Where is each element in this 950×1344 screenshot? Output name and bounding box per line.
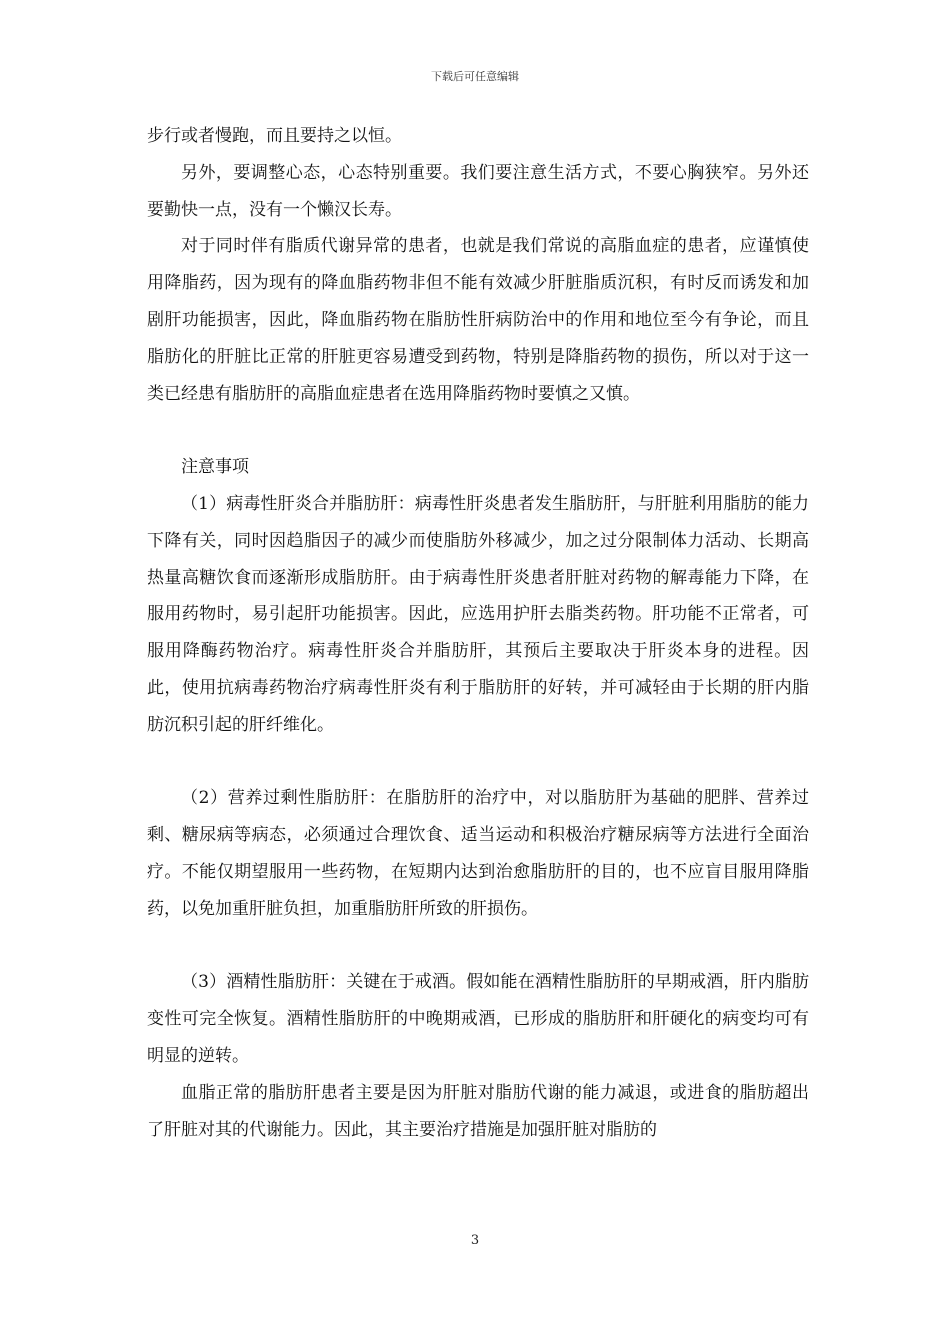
paragraph: （3）酒精性脂肪肝：关键在于戒酒。假如能在酒精性脂肪肝的早期戒酒，肝内脂肪变性可完全恢复。酒精性脂肪肝的中晚期戒酒，已形成的脂肪肝和肝硬化的病变均可有明显的逆转。 [147,972,809,1066]
paragraph: 另外，要调整心态，心态特别重要。我们要注意生活方式，不要心胸狭窄。另外还要勤快一点，没有一个懒汉长寿。 [147,162,809,220]
paragraph: 对于同时伴有脂质代谢异常的患者，也就是我们常说的高脂血症的患者，应谨慎使用降脂药，因为现有的降血脂药物非但不能有效减少肝脏脂质沉积，有时反而诱发和加剧肝功能损害，因此，降血脂药物在脂肪性肝病防治中的作用和地位至今有争论，而且脂肪化的肝脏比正常的肝脏更容易遭受到药物，特别是降脂药物的损伤，所以对于这一类已经患有脂肪肝的高脂血症患者在选用降脂药物时要慎之又慎。 [147,236,809,404]
paragraph-spacer [147,744,809,781]
page-header: 下载后可任意编辑 [431,70,519,83]
page-number: 3 [470,1233,480,1248]
paragraph: 血脂正常的脂肪肝患者主要是因为肝脏对脂肪代谢的能力减退，或进食的脂肪超出了肝脏对其的代谢能力。因此，其主要治疗措施是加强肝脏对脂肪的 [147,1082,809,1140]
paragraph: （1）病毒性肝炎合并脂肪肝：病毒性肝炎患者发生脂肪肝，与肝脏利用脂肪的能力下降有关，同时因趋脂因子的减少而使脂肪外移减少，加之过分限制体力活动、长期高热量高糖饮食而逐渐形成脂肪肝。由于病毒性肝炎患者肝脏对药物的解毒能力下降，在服用药物时，易引起肝功能损害。因此，应选用护肝去脂类药物。肝功能不正常者，可服用降酶药物治疗。病毒性肝炎合并脂肪肝，其预后主要取决于肝炎本身的进程。因此，使用抗病毒药物治疗病毒性肝炎有利于脂肪肝的好转，并可减轻由于长期的肝内脂肪沉积引起的肝纤维化。 [147,493,809,735]
paragraph: 步行或者慢跑，而且要持之以恒。 [147,126,402,146]
paragraph-spacer [147,412,809,449]
section-heading: 注意事项 [181,457,249,478]
document-body [147,118,809,1148]
paragraph-spacer [147,928,809,965]
paragraph: （2）营养过剩性脂肪肝：在脂肪肝的治疗中，对以脂肪肝为基础的肥胖、营养过剩、糖尿病等病态，必须通过合理饮食、适当运动和积极治疗糖尿病等方法进行全面治疗。不能仅期望服用一些药物，在短期内达到治愈脂肪肝的目的，也不应盲目服用降脂药，以免加重肝脏负担，加重脂肪肝所致的肝损伤。 [147,788,809,919]
